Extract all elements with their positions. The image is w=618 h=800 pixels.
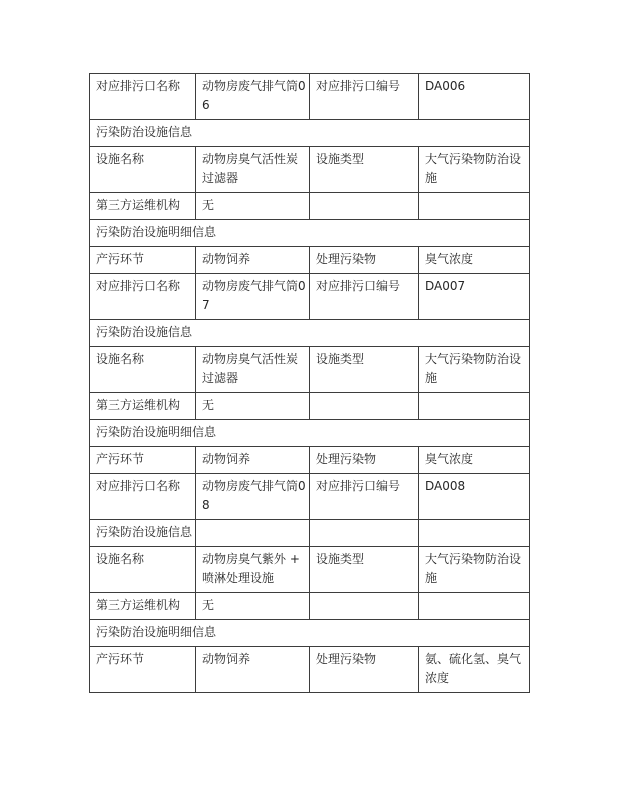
field-value-cell: 动物饲养: [196, 647, 310, 693]
section-header-cell: 污染防治设施明细信息: [90, 420, 530, 447]
pollution-control-facility-table: [89, 73, 530, 693]
field-value-cell: [196, 520, 310, 547]
field-value-cell: 大气污染物防治设施: [419, 147, 530, 193]
field-value-cell: 动物房废气排气筒08: [196, 474, 310, 520]
section-header-cell: 污染防治设施信息: [90, 120, 530, 147]
field-value-cell: 动物房废气排气筒06: [196, 74, 310, 120]
field-value-cell: DA007: [419, 274, 530, 320]
field-value-cell: 无: [196, 393, 310, 420]
field-label-cell: 设施名称: [90, 347, 196, 393]
field-value-cell: DA008: [419, 474, 530, 520]
field-label-cell: [310, 520, 419, 547]
field-label-cell: 第三方运维机构: [90, 593, 196, 620]
field-label-cell: [310, 193, 419, 220]
field-label-cell: [310, 593, 419, 620]
table-row: [90, 593, 530, 620]
field-label-cell: 产污环节: [90, 447, 196, 474]
field-label-cell: 对应排污口名称: [90, 274, 196, 320]
field-label-cell: 设施名称: [90, 547, 196, 593]
field-label-cell: 对应排污口名称: [90, 74, 196, 120]
section-header-row: [90, 620, 530, 647]
field-value-cell: [419, 193, 530, 220]
section-header-cell: 污染防治设施信息: [90, 320, 530, 347]
table-row: [90, 74, 530, 120]
field-value-cell: 动物房臭气活性炭过滤器: [196, 147, 310, 193]
section-header-cell: 污染防治设施明细信息: [90, 220, 530, 247]
section-header-row: [90, 320, 530, 347]
field-label-cell: 对应排污口编号: [310, 474, 419, 520]
field-label-cell: 处理污染物: [310, 247, 419, 274]
field-value-cell: 动物房臭气紫外 + 喷淋处理设施: [196, 547, 310, 593]
field-label-cell: 对应排污口名称: [90, 474, 196, 520]
field-label-cell: 处理污染物: [310, 647, 419, 693]
table-row: [90, 447, 530, 474]
field-label-cell: 对应排污口编号: [310, 74, 419, 120]
table-body: [90, 74, 530, 693]
field-value-cell: 氨、硫化氢、臭气浓度: [419, 647, 530, 693]
field-label-cell: 产污环节: [90, 647, 196, 693]
table-row: [90, 547, 530, 593]
section-header-row: [90, 420, 530, 447]
field-label-cell: 第三方运维机构: [90, 393, 196, 420]
field-value-cell: 臭气浓度: [419, 247, 530, 274]
table-row: [90, 520, 530, 547]
field-value-cell: [419, 393, 530, 420]
section-header-cell: 污染防治设施明细信息: [90, 620, 530, 647]
field-label-cell: 产污环节: [90, 247, 196, 274]
field-label-cell: 设施类型: [310, 547, 419, 593]
table-row: [90, 474, 530, 520]
field-value-cell: 无: [196, 593, 310, 620]
table-row: [90, 147, 530, 193]
field-value-cell: 动物房废气排气筒07: [196, 274, 310, 320]
field-value-cell: [419, 520, 530, 547]
field-value-cell: DA006: [419, 74, 530, 120]
field-value-cell: 动物房臭气活性炭过滤器: [196, 347, 310, 393]
table-row: [90, 647, 530, 693]
field-value-cell: 大气污染物防治设施: [419, 547, 530, 593]
field-label-cell: [310, 393, 419, 420]
field-label-cell: 对应排污口编号: [310, 274, 419, 320]
field-value-cell: 动物饲养: [196, 247, 310, 274]
field-value-cell: 臭气浓度: [419, 447, 530, 474]
field-value-cell: 无: [196, 193, 310, 220]
table-row: [90, 347, 530, 393]
field-value-cell: 大气污染物防治设施: [419, 347, 530, 393]
field-label-cell: 设施类型: [310, 347, 419, 393]
field-label-cell: 污染防治设施信息: [90, 520, 196, 547]
field-label-cell: 处理污染物: [310, 447, 419, 474]
table-row: [90, 274, 530, 320]
field-label-cell: 设施名称: [90, 147, 196, 193]
table-row: [90, 393, 530, 420]
field-label-cell: 第三方运维机构: [90, 193, 196, 220]
table-row: [90, 193, 530, 220]
table-row: [90, 247, 530, 274]
field-value-cell: 动物饲养: [196, 447, 310, 474]
section-header-row: [90, 220, 530, 247]
field-label-cell: 设施类型: [310, 147, 419, 193]
field-value-cell: [419, 593, 530, 620]
section-header-row: [90, 120, 530, 147]
